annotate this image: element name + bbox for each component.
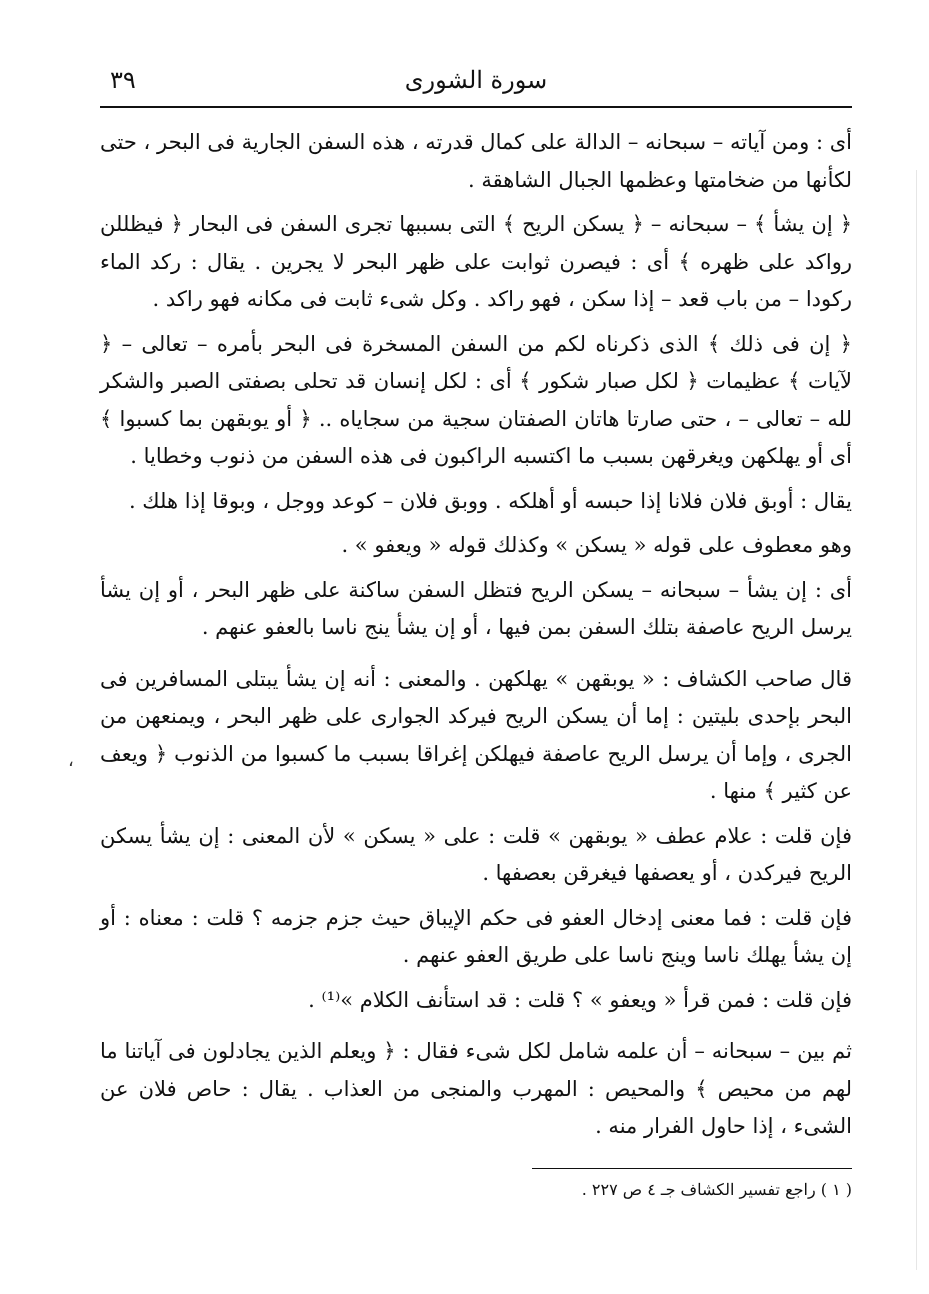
surah-title: سورة الشورى <box>404 66 548 94</box>
paragraph: ﴿ إن يشأ ﴾ – سبحانه – ﴿ يسكن الريح ﴾ التى بسببها تجرى السفن فى البحار ﴿ فيظللن رواكد على ظهره ﴾ أى : فيصرن ثوابت على ظهر البحر لا يجرين . يقال : ركد الماء ركودا – من باب قعد – إذا سكن ، فهو راكد . وكل شىء ثابت فى مكانه فهو راكد . <box>100 212 852 311</box>
paragraph: فإن قلت : فمن قرأ « ويعفو » ؟ قلت : قد استأنف الكلام »⁽¹⁾ . <box>308 987 852 1012</box>
page-number: ٣٩ <box>110 66 136 94</box>
book-page <box>100 58 852 1238</box>
page-edge-line <box>916 170 917 1270</box>
paragraph: ﴿ إن فى ذلك ﴾ الذى ذكرناه لكم من السفن المسخرة فى البحر بأمره – تعالى – ﴿ لآيات ﴾ عظيمات ﴿ لكل صبار شكور ﴾ أى : لكل إنسان قد تحلى بصفتى الصبر والشكر لله – تعالى – ، حتى صارتا هاتان الصفتان سجية من سجاياه .. ﴿ أو يوبقهن بما كسبوا ﴾ أى أو يهلكهن ويغرقهن بسبب ما اكتسبه الراكبون فى هذه السفن من ذنوب وخطايا . <box>100 331 852 468</box>
footnote: ( ١ ) راجع تفسير الكشاف جـ ٤ ص ٢٢٧ . <box>581 1179 852 1199</box>
page-body <box>100 108 852 1146</box>
paragraph: أى : إن يشأ – سبحانه – يسكن الريح فتظل السفن ساكنة على ظهر البحر ، أو إن يشأ يرسل الريح عاصفة بتلك السفن بمن فيها ، أو إن يشأ ينج ناسا بالعفو عنهم . <box>100 577 852 639</box>
paragraph: قال صاحب الكشاف : « يوبقهن » يهلكهن . والمعنى : أنه إن يشأ يبتلى المسافرين فى البحر بإحدى بليتين : إما أن يسكن الريح فيركد الجوارى على ظهر البحر ، ويمنعهن من الجرى ، وإما أن يرسل الريح عاصفة فيهلكن إغراقا بسبب ما كسبوا من الذنوب ﴿ ويعف عن كثير ﴾ منها . <box>100 666 852 803</box>
footnote-divider <box>532 1168 852 1169</box>
paragraph: فإن قلت : علام عطف « يوبقهن » قلت : على « يسكن » لأن المعنى : إن يشأ يسكن الريح فيركدن ، أو يعصفها فيغرقن بعصفها . <box>100 823 852 885</box>
paragraph: وهو معطوف على قوله « يسكن » وكذلك قوله « ويعفو » . <box>341 533 852 557</box>
paragraph: أى : ومن آياته – سبحانه – الدالة على كمال قدرته ، هذه السفن الجارية فى البحر ، حتى لكأنها من ضخامتها وعظمها الجبال الشاهقة . <box>100 130 852 192</box>
paragraph: فإن قلت : فما معنى إدخال العفو فى حكم الإيباق حيث جزم جزمه ؟ قلت : معناه : أو إن يشأ يهلك ناسا وينج ناسا على طريق العفو عنهم . <box>100 905 852 967</box>
margin-mark: ، <box>68 750 74 771</box>
page-header <box>100 58 852 108</box>
paragraph: يقال : أوبق فلان فلانا إذا حبسه أو أهلكه . ووبق فلان – كوعد ووجل ، وبوقا إذا هلك . <box>128 488 852 513</box>
paragraph: ثم بين – سبحانه – أن علمه شامل لكل شىء فقال : ﴿ ويعلم الذين يجادلون فى آياتنا ما لهم من محيص ﴾ والمحيص : المهرب والمنجى من العذاب . يقال : حاص فلان عن الشىء ، إذا حاول الفرار منه . <box>100 1039 852 1138</box>
